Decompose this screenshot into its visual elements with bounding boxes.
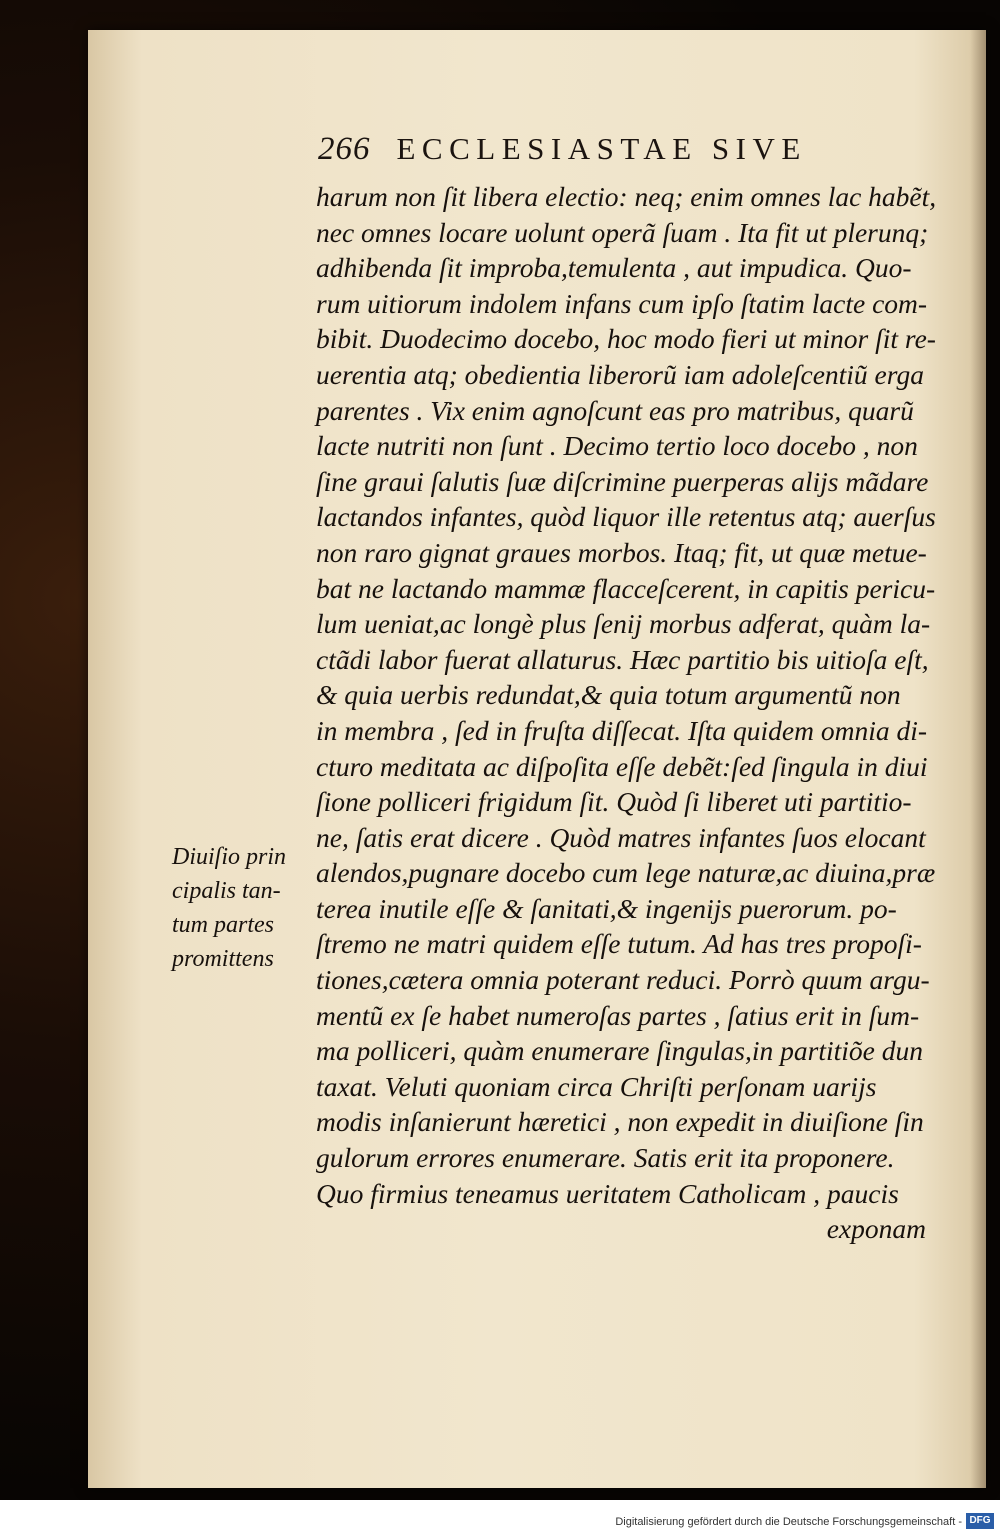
text-line: parentes . Vix enim agnoſcunt eas pro matribus, quarũ [316, 394, 914, 426]
text-line: taxat. Veluti quoniam circa Chriſti perſonam uarijs [316, 1070, 877, 1102]
catchword: exponam [826, 1213, 926, 1245]
text-line: alendos,pugnare docebo cum lege naturæ,ac diuina,præ [316, 857, 936, 889]
text-line: bibit. Duodecimo docebo, hoc modo fieri ut minor ſit re- [316, 323, 936, 355]
running-head-title: ECCLESIASTAE SIVE [396, 131, 807, 166]
text-line: mentũ ex ſe habet numeroſas partes , ſatius erit in ſum- [316, 999, 920, 1031]
text-line: rum uitiorum indolem infans cum ipſo ſtatim lacte com- [316, 287, 928, 319]
text-line: lacte nutriti non ſunt . Decimo tertio loco docebo , non [316, 430, 918, 462]
text-line: ma polliceri, quàm enumerare ſingulas,in partitiõe dun [316, 1035, 923, 1067]
marginal-note-line: Diuiſio prin [172, 844, 287, 870]
text-line: uerentia atq; obedientia liberorũ iam adoleſcentiũ erga [316, 358, 924, 390]
text-line: terea inutile eſſe & ſanitati,& ingenijs puerorum. po- [316, 892, 897, 924]
footer-credit: Digitalisierung gefördert durch die Deutsche Forschungsgemeinschaft - [615, 1516, 962, 1528]
marginal-note-line: promittens [172, 946, 274, 972]
text-line: modis inſanierunt hæretici , non expedit in diuiſione ſin [316, 1106, 924, 1138]
text-line: ne, ſatis erat dicere . Quòd matres infantes ſuos elocant [316, 821, 926, 853]
text-line: adhibenda ſit improba,temulenta , aut impudica. Quo- [316, 252, 912, 284]
text-line: non raro gignat graues morbos. Itaq; fit, ut quæ metue- [316, 536, 927, 568]
footer-bar [0, 1500, 1000, 1537]
marginal-note-line: tum partes [172, 912, 274, 938]
text-line: in membra , ſed in fruſta diſſecat. Iſta quidem omnia di- [316, 714, 928, 746]
text-line: cturo meditata ac diſpoſita eſſe debẽt:ſed ſingula in diui [316, 750, 928, 782]
text-line: ſione polliceri frigidum ſit. Quòd ſi liberet uti partitio- [316, 786, 912, 818]
dfg-logo: DFG [966, 1513, 994, 1529]
text-line: lactandos infantes, quòd liquor ille retentus atq; auerſus [316, 501, 936, 533]
text-line: bat ne lactando mammæ flacceſcerent, in capitis pericu- [316, 572, 936, 604]
text-line: nec omnes locare uolunt operã ſuam . Ita fit ut plerunq; [316, 216, 929, 248]
text-line: lum ueniat,ac longè plus ſenij morbus adferat, quàm la- [316, 608, 931, 640]
body-text [316, 179, 936, 1247]
text-line: gulorum errores enumerare. Satis erit ita proponere. [316, 1142, 895, 1174]
marginal-note-line: cipalis tan- [172, 878, 281, 904]
running-head [318, 131, 903, 171]
text-line: & quia uerbis redundat,& quia totum argumentũ non [316, 679, 901, 711]
marginal-note [172, 840, 312, 976]
text-line: harum non ſit libera electio: neq; enim omnes lac habẽt, [316, 181, 937, 212]
text-line: ſine graui ſalutis ſuæ diſcrimine puerperas alijs mãdare [316, 465, 929, 497]
text-line: Quo firmius teneamus ueritatem Catholicam , paucis [316, 1177, 899, 1209]
text-line: ctãdi labor fuerat allaturus. Hæc partitio bis uitioſa eſt, [316, 643, 929, 675]
page-number: 266 [318, 131, 371, 167]
text-line: ſtremo ne matri quidem eſſe tutum. Ad has tres propoſi- [316, 928, 922, 960]
text-line: tiones,cætera omnia poterant reduci. Porrò quum argu- [316, 964, 930, 996]
